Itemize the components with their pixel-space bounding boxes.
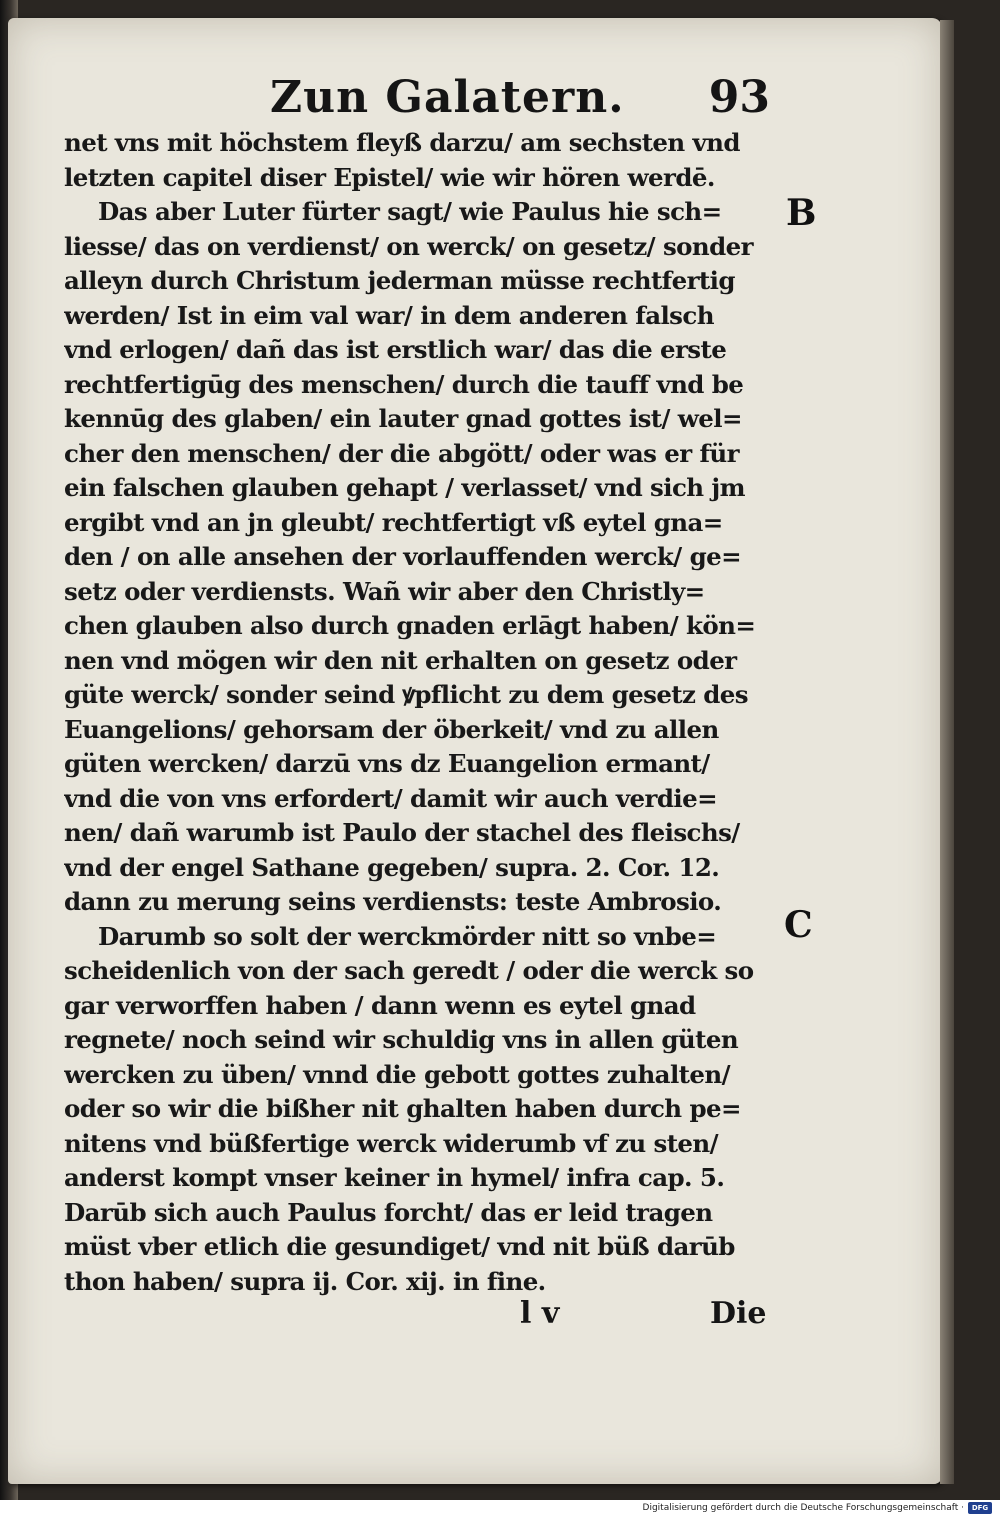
text-line: cher den menschen/ der die abgött/ oder was er für	[64, 438, 739, 468]
marginal-letter-b: B	[786, 192, 817, 234]
text-line: vnd die von vns erfordert/ damit wir auch verdie=	[64, 783, 718, 813]
text-line: güten wercken/ darzū vns dz Euangelion ermant/	[64, 749, 710, 778]
text-line: müst vber etlich die gesundiget/ vnd nit büß darūb	[64, 1232, 735, 1261]
text-line: thon haben/ supra ij. Cor. xij. in fine.	[64, 1266, 546, 1296]
text-line: vnd der engel Sathane gegeben/ supra. 2. Cor. 12.	[64, 852, 720, 882]
text-line: nitens vnd büßfertige werck widerumb vf zu sten/	[64, 1128, 718, 1158]
text-line: Euangelions/ gehorsam der öberkeit/ vnd zu allen	[64, 714, 719, 744]
text-line: vnd erlogen/ dañ das ist erstlich war/ das die erste	[64, 335, 727, 364]
text-line: Darūb sich auch Paulus forcht/ das er leid tragen	[64, 1197, 713, 1227]
running-title: Zun Galatern.	[270, 72, 625, 123]
text-line: net vns mit höchstem fleyß darzu/ am sechsten vnd	[64, 128, 740, 157]
marginal-letter-c: C	[784, 904, 813, 946]
text-line: ergibt vnd an jn gleubt/ rechtfertigt vß eytel gna=	[64, 507, 723, 537]
text-line: wercken zu üben/ vnnd die gebott gottes zuhalten/	[64, 1059, 730, 1089]
text-line: gar verworffen haben / dann wenn es eytel gnad	[64, 990, 696, 1020]
text-line: anderst kompt vnser keiner in hymel/ infra cap. 5.	[64, 1163, 725, 1192]
text-line: werden/ Ist in eim val war/ in dem anderen falsch	[64, 300, 714, 330]
text-line: setz oder verdiensts. Wañ wir aber den Christly=	[64, 576, 705, 606]
digitization-credit: Digitalisierung gefördert durch die Deutsche Forschungsgemeinschaft ·	[642, 1503, 964, 1513]
text-line: liesse/ das on verdienst/ on werck/ on gesetz/ sonder	[64, 231, 753, 261]
text-line: nen vnd mögen wir den nit erhalten on gesetz oder	[64, 645, 737, 675]
text-line: chen glauben also durch gnaden erlāgt haben/ kön=	[64, 611, 756, 640]
catchword: Die	[710, 1296, 767, 1331]
text-line: alleyn durch Christum jederman müsse rechtfertig	[64, 266, 735, 295]
text-line: rechtfertigūg des menschen/ durch die tauff vnd be	[64, 369, 744, 399]
text-line: letzten capitel diser Epistel/ wie wir hören werdē.	[64, 162, 715, 192]
text-line: dann zu merung seins verdiensts: teste Ambrosio.	[64, 887, 722, 916]
page-fore-edge	[940, 20, 954, 1484]
page-number: 93	[708, 72, 770, 123]
dfg-logo: DFG	[968, 1502, 992, 1514]
text-line: oder so wir die bißher nit ghalten haben durch pe=	[64, 1094, 741, 1123]
signature-mark: l v	[520, 1296, 560, 1331]
page-footer	[520, 1296, 780, 1336]
text-line: ein falschen glauben gehapt / verlasset/ vnd sich jm	[64, 473, 745, 502]
text-line: scheidenlich von der sach geredt / oder die werck so	[64, 956, 754, 985]
body-text	[64, 126, 776, 1299]
page-header	[270, 72, 790, 132]
text-line: Das aber Luter fürter sagt/ wie Paulus hie sch=	[98, 197, 722, 226]
text-line: güte werck/ sonder seind ꝟpflicht zu dem gesetz des	[64, 680, 748, 709]
text-line: Darumb so solt der werckmörder nitt so vnbe=	[98, 921, 717, 951]
text-line: regnete/ noch seind wir schuldig vns in allen güten	[64, 1025, 739, 1054]
text-line: kennūg des glaben/ ein lauter gnad gottes ist/ wel=	[64, 404, 742, 433]
text-line: den / on alle ansehen der vorlauffenden werck/ ge=	[64, 542, 742, 571]
text-line: nen/ dañ warumb ist Paulo der stachel des fleischs/	[64, 818, 740, 847]
